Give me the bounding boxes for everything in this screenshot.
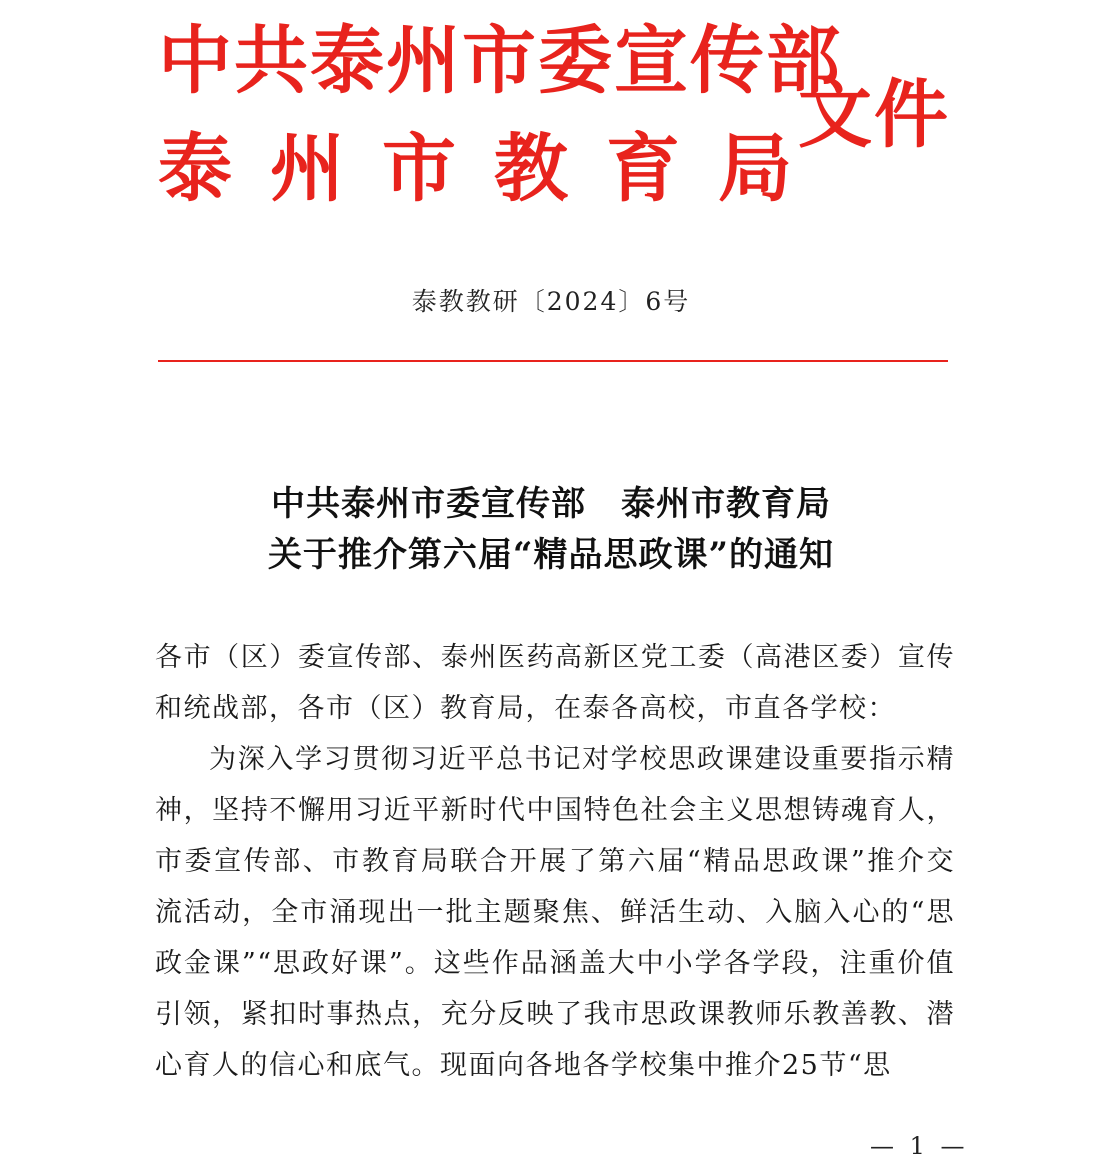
issuing-org-1: 中共泰州市委宣传部 [158,18,842,104]
issuing-org-2: 泰州市教育局 [158,126,830,212]
red-divider [158,360,948,362]
document-header [150,8,970,238]
document-suffix: 文件 [798,72,950,158]
body-paragraph: 为深入学习贯彻习近平总书记对学校思政课建设重要指示精神，坚持不懈用习近平新时代中国特色社会主义思想铸魂育人，市委宣传部、市教育局联合开展了第六届“精品思政课”推介交流活动，全市涌现出一批主题聚焦、鲜活生动、入脑入心的“思政金课”“思政好课”。这些作品涵盖大中小学各学段，注重价值引领，紧扣时事热点，充分反映了我市思政课教师乐教善教、潜心育人的信心和底气。现面向各地各学校集中推介25节“思 [155,744,955,1081]
page-number: — 1 — [870,1132,969,1160]
document-body [155,632,955,1091]
document-number: 泰教教研〔2024〕6号 [411,287,691,316]
title-line-2: 关于推介第六届“精品思政课”的通知 [267,535,835,575]
title-line-1: 中共泰州市委宣传部 泰州市教育局 [271,484,831,524]
addressees: 各市（区）委宣传部、泰州医药高新区党工委（高港区委）宣传和统战部，各市（区）教育局，在泰各高校，市直各学校： [155,642,955,724]
